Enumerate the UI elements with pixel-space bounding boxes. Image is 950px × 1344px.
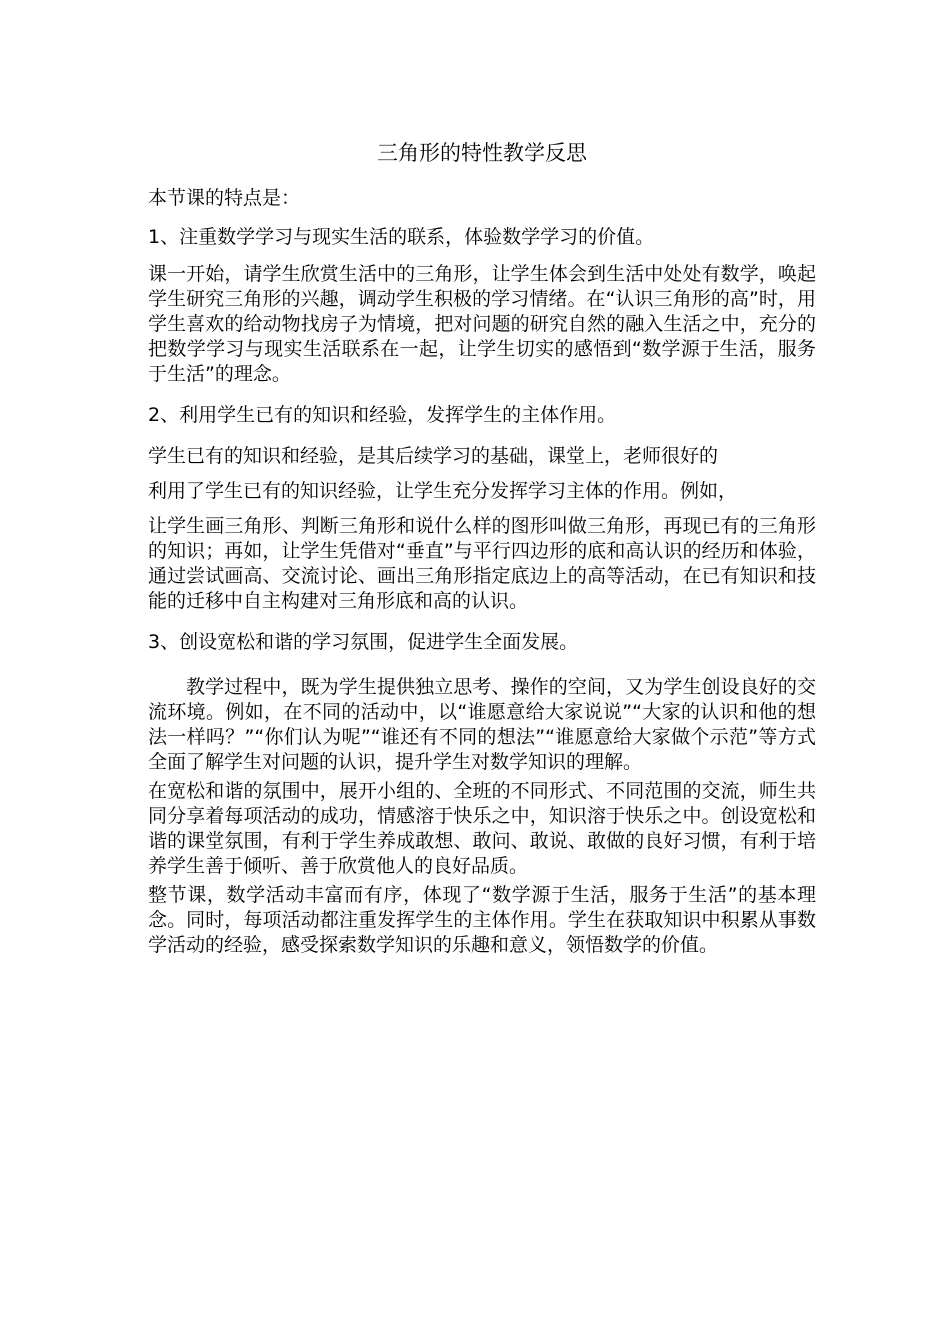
section-1-paragraph: 课一开始，请学生欣赏生活中的三角形，让学生体会到生活中处处有数学，唤起学生研究三角形的兴趣，调动学生积极的学习情绪。在“认识三角形的高”时，用学生喜欢的给动物找房子为情境，把对问题的研究自然的融入生活之中，充分的把数学学习与现实生活联系在一起，让学生切实的感悟到“数学源于生活，服务于生活”的理念。 — [148, 263, 816, 385]
section-2-paragraph-3: 让学生画三角形、判断三角形和说什么样的图形叫做三角形，再现已有的三角形的知识；再如，让学生凭借对“垂直”与平行四边形的底和高认识的经历和体验，通过尝试画高、交流讨论、画出三角形指定底边上的高等活动，在已有知识和技能的迁移中自主构建对三角形底和高的认识。 — [148, 515, 816, 612]
section-2-paragraph-2: 利用了学生已有的知识经验，让学生充分发挥学习主体的作用。例如， — [148, 480, 738, 502]
section-3-paragraph-3: 整节课，数学活动丰富而有序，体现了“数学源于生活，服务于生活”的基本理念。同时，每项活动都注重发挥学生的主体作用。学生在获取知识中积累从事数学活动的经验，感受探索数学知识的乐趣和意义，领悟数学的价值。 — [148, 884, 816, 956]
section-1-heading: 1、注重数学学习与现实生活的联系，体验数学学习的价值。 — [148, 226, 655, 248]
section-2-paragraph-1: 学生已有的知识和经验，是其后续学习的基础，课堂上，老师很好的 — [148, 445, 719, 467]
document-body — [148, 138, 816, 962]
section-3-heading: 3、创设宽松和谐的学习氛围，促进学生全面发展。 — [148, 631, 579, 653]
section-2-heading: 2、利用学生已有的知识和经验，发挥学生的主体作用。 — [148, 404, 617, 426]
section-3-paragraph-2: 在宽松和谐的氛围中，展开小组的、全班的不同形式、不同范围的交流，师生共同分享着每项活动的成功，情感溶于快乐之中，知识溶于快乐之中。创设宽松和谐的课堂氛围，有利于学生养成敢想、敢问、敢说、敢做的良好习惯，有利于培养学生善于倾听、善于欣赏他人的良好品质。 — [148, 780, 816, 877]
section-3-paragraph-1: 教学过程中，既为学生提供独立思考、操作的空间，又为学生创设良好的交流环境。例如，在不同的活动中，以“谁愿意给大家说说”“大家的认识和他的想法一样吗？”“你们认为呢”“谁还有不同的想法”“谁愿意给大家做个示范”等方式全面了解学生对问题的认识，提升学生对数学知识的理解。 — [148, 676, 816, 773]
intro-line: 本节课的特点是： — [148, 187, 301, 209]
document-title: 三角形的特性教学反思 — [377, 141, 587, 165]
